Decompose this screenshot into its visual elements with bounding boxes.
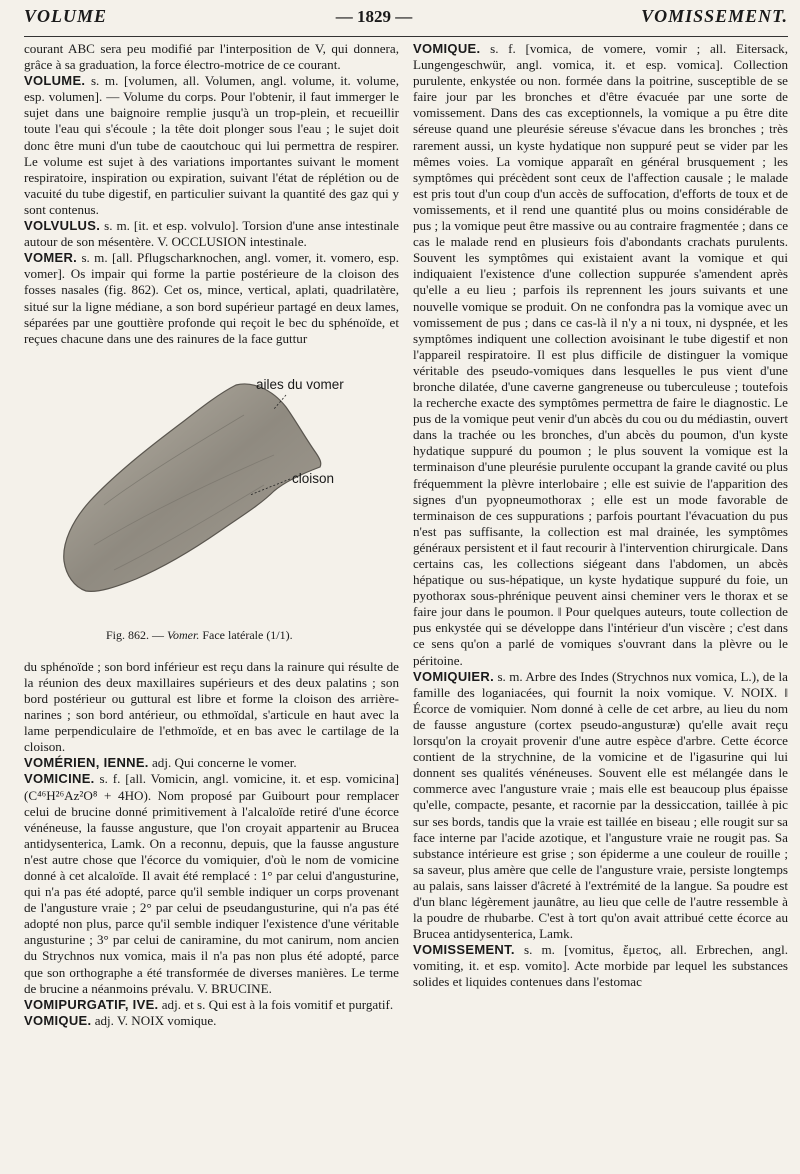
definition-vomique: s. f. [vomica, de vomere, vomir ; all. Eitersack, Lungengeschwür, angl. vomica, it. et esp. vomica]. Collection purulente, enkystée ou non. formée dans la poitrine, susceptible de se faire jour par les bronches et d'être évacuée par une sorte de vomissement. Dans des cas exceptionnels, la vomique a pu être dite séreuse quand une pleurésie séreuse s'évacue dans les bronches ; très rarement aussi, un kyste hydatique non suppuré peut se vider par les mêmes voies. La vomique apparaît en général brusquement ; les symptômes qui précèdent sont ceux de l'affection causale ; le malade est pris tout d'un coup d'un accès de suffocation, d'efforts de toux et de vomissements, et il rend une quantité plus ou moins considérable de pus ; la vomique peut être massive ou au contraire fragmentée ; dans ce cas le malade rend en plusieurs fois d'abondants crachats purulents. Souvent les symptômes qui existaient avant la vomique et qui indiquaient l'existence d'une collection suppurée s'amendent après qu'elle a eu lieu ; parfois ils reprennent les jours suivants et une nouvelle vomique se produit. On ne confondra pas la vomique avec un vomissement de pus ; dans ce cas-là il n'y a ni toux, ni dyspnée, et les symptômes indiquent une collection avoisinant le tube digestif et non l'appareil respiratoire. Il est plus difficile de distinguer la vomique véritable des pseudo-vomiques dans lesquelles le pus vient d'une bronche dilatée, d'une caverne gangreneuse ou tuberculeuse ; toutefois la recherche exacte des symptômes permettra de faire le diagnostic. Le pus de la vomique peut venir d'un abcès du cou ou du médiastin, ouvert dans la trachée ou les bronches, d'un abcès du poumon, d'un kyste hydatique suppuré du poumon ; le plus souvent la vomique est la terminaison d'une pleurésie purulente occupant la grande cavité ou plus fréquemment la plèvre interlobaire ; elle est suivie de l'apparition des signes d'un pyopneumothorax ; elle est un mode favorable de terminaison de ces suppurations ; parfois pourtant l'évacuation du pus n'est pas suffisante, la collection est mal drainée, les symptômes généraux persistent et il faut recourir à l'intervention chirurgicale. Dans certains cas, les collections siégeant dans l'abdomen, un abcès hépatique ou sus-hépatique, un kyste hydatique suppuré du foie, un pyothorax sous-phrénique peuvent ainsi cheminer vers le thorax et se faire jour dans le poumon. ‖ Pour quelques auteurs, toute collection de pus enkystée qui se développe dans l'intérieur d'un viscère ; c'est dans ce sens qu'on a parlé de vomiques s'ouvrant dans la plèvre ou le péritoine. xyxy=(413,41,788,668)
header-left-word: VOLUME xyxy=(24,6,108,26)
figure-caption xyxy=(106,627,293,643)
caption-name: Vomer. xyxy=(167,627,200,642)
headword-vomique: VOMIQUE. xyxy=(413,41,481,56)
left-column xyxy=(24,41,399,1171)
entry-vomipurgatif xyxy=(24,997,399,1013)
label-ailes-du-vomer: ailes du vomer xyxy=(256,376,344,392)
definition-vomissement: s. m. [vomitus, ἔμετος, all. Erbrechen, angl. vomiting, it. et esp. vomito]. Acte morbide par lequel les substances solides et liquides contenues dans l'estomac xyxy=(413,942,788,990)
headword-vomerien: VOMÉRIEN, IENNE. xyxy=(24,755,149,771)
headword-vomissement: VOMISSEMENT. xyxy=(413,942,515,958)
headword-vomiquier: VOMIQUIER. xyxy=(413,668,495,684)
entry-vomerien xyxy=(24,755,399,771)
definition-volvulus: s. m. [it. et esp. volvulo]. Torsion d'une anse intestinale autour de son mésentère. V. OCCLUSION intestinale. xyxy=(24,218,399,250)
entry-vomissement xyxy=(413,942,788,990)
running-header xyxy=(24,6,788,37)
two-column-body xyxy=(24,41,788,1171)
headword-volume: VOLUME. xyxy=(24,73,86,89)
headword-volvulus: VOLVULUS. xyxy=(24,218,101,234)
right-column xyxy=(413,41,788,1171)
headword-vomique-adj: VOMIQUE. xyxy=(24,1012,92,1028)
vomer-bone-illustration xyxy=(24,355,399,625)
continued-paragraph: courant ABC sera peu modifié par l'interposition de V, qui donnera, grâce à sa graduation, la force électro-motrice de ce courant. xyxy=(24,41,399,73)
definition-vomerien: adj. Qui concerne le vomer. xyxy=(152,755,297,771)
headword-vomer: VOMER. xyxy=(24,250,78,266)
headword-vomipurgatif: VOMIPURGATIF, IVE. xyxy=(24,996,159,1012)
entry-vomicine xyxy=(24,771,399,996)
entry-vomer xyxy=(24,250,399,347)
definition-vomicine: s. f. [all. Vomicin, angl. vomicine, it. et esp. vomicina] (C⁴⁶H²⁶Az²O⁸ + 4HO). Nom proposé par Guibourt pour remplacer celui de brucine donné primitivement à l'alcaloïde retiré d'une écorce vénéneuse, la fausse angusture, que l'on croyait appartenir au Brucea antidysenterica, Lamk. On a reconnu, depuis, que la fausse angusture n'est autre chose que l'écorce du vomiquier, d'où le nom de vomicine donné à cet alcaloïde. Il avait été remplacé : 1° par celui d'angusturine, qui n'a pas été adopté, parce qu'il semble indiquer un corps provenant de l'angusture vraie ; 2° par celui de pseudangusturine, qui n'a pas été adopté non plus, parce qu'il semble indiquer l'existence d'une véritable angusturine ; 3° par celui de caniramine, du mot canirum, nom ancien du Strychnos nux vomica, mais il n'a pas non plus été adopté, parce que son orthographe a été transformée de diverses manières. Le terme de brucine a néanmoins prévalu. V. BRUCINE. xyxy=(24,771,399,996)
entry-vomiquier xyxy=(413,669,788,943)
definition-volume: s. m. [volumen, all. Volumen, angl. volume, it. volume, esp. volumen]. — Volume du corps. Pour l'obtenir, il faut immerger le sujet dans une baignoire remplie jusqu'à un trop-plein, et recueillir toute l'eau qui s'écoule ; la tête doit plonger sous l'eau ; le sujet doit donc être muni d'un tube de caoutchouc qui lui permettra de respirer. Le volume est sujet à des variations importantes suivant le moment respiratoire, inspiration ou expiration, suivant l'état de réplétion ou de vacuité du tube digestif, en particulier suivant la quantité des gaz qui y sont contenus. xyxy=(24,73,399,217)
definition-vomiquier: s. m. Arbre des Indes (Strychnos nux vomica, L.), de la famille des loganiacées, qui fournit la noix vomique. V. NOIX. ‖ Écorce de vomiquier. Nom donné à celle de cet arbre, au lieu du nom de fausse angusture (cortex pseudo-angusturæ) qu'elle avait reçu lorsqu'on la croyait provenir d'une autre espèce d'arbre. Cette écorce contient de la strychnine, de la vomicine et de l'igasurine qui lui donnent ses qualités vénéneuses. Souvent elle est mélangée dans le commerce avec l'angusture vraie ; mais elle est beaucoup plus épaisse qu'elle, compacte, pesante, et racornie par la dessiccation, taillée à pic sur ses bords, tandis que la vraie est taillée en biseau ; elle rougit sur sa face interne par l'acide azotique, et l'angusture vraie ne rougit pas. Sa substance intérieure est grise ; son épiderme a une couleur de rouille ; sa saveur, plus amère que celle de l'angusture vraie, persiste longtemps au palais, sans laisser d'âcreté à l'extrémité de la langue. Sa poudre est d'un blanc légèrement jaunâtre, au lieu que celle de l'autre ressemble à la poudre de rhubarbe. C'est à tort qu'on avait attribué cette écorce au Brucea antidysenterica, Lamk. xyxy=(413,668,788,942)
headword-vomicine: VOMICINE. xyxy=(24,771,95,787)
caption-rest: Face latérale (1/1). xyxy=(202,627,293,642)
definition-vomipurgatif: adj. et s. Qui est à la fois vomitif et purgatif. xyxy=(161,996,394,1012)
entry-vomique-adj xyxy=(24,1013,399,1029)
page-number: — 1829 — xyxy=(335,7,413,26)
entry-vomique xyxy=(413,41,788,669)
entry-volvulus xyxy=(24,218,399,250)
definition-vomique-adj: adj. V. NOIX vomique. xyxy=(94,1012,217,1028)
header-right-word: VOMISSEMENT. xyxy=(641,6,788,26)
entry-volume xyxy=(24,73,399,218)
figure-vomer xyxy=(24,355,399,655)
definition-vomer: s. m. [all. Pflugscharknochen, angl. vomer, it. vomero, esp. vomer]. Os impair qui forme la partie postérieure de la cloison des fosses nasales (fig. 862). Cet os, mince, vertical, aplati, quadrilatère, situé sur la ligne médiane, a son bord supérieur partagé en deux lames, séparées par une gouttière profonde qui reçoit le bec du sphénoïde, et reçues chacune dans une des rainures de la face guttur xyxy=(24,250,399,346)
vomer-continuation: du sphénoïde ; son bord inférieur est reçu dans la rainure qui résulte de la réunion des deux maxillaires supérieurs et des deux palatins ; son bord postérieur ou guttural est libre et forme la cloison des arrière-narines ; son bord antérieur, ou ethmoïdal, s'articule en haut avec la lame perpendiculaire de l'ethmoïde, et en bas avec le cartilage de la cloison. xyxy=(24,658,399,755)
label-cloison: cloison xyxy=(292,470,335,486)
caption-number: Fig. 862. — xyxy=(106,627,165,642)
vomer-bone-shape xyxy=(64,384,321,591)
